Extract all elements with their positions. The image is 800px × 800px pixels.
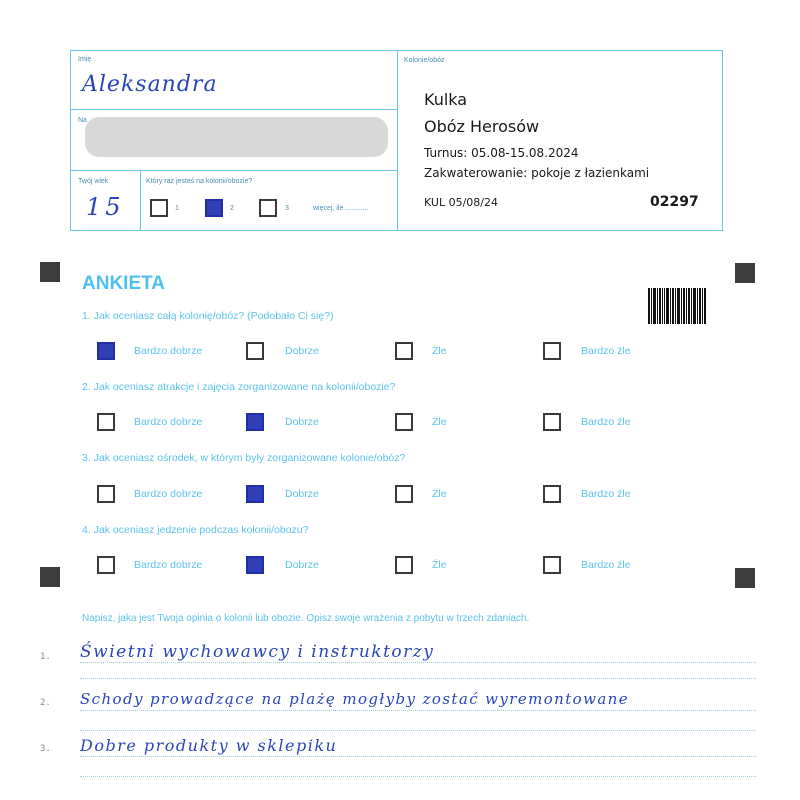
q4-bad-checkbox[interactable] [395,556,413,574]
q2-very-good-checkbox[interactable] [97,413,115,431]
q1-bad-label: Źle [432,345,447,357]
q4-good-label: Dobrze [285,559,319,571]
turnus: Turnus: 05.08-15.08.2024 [424,146,579,160]
answer-2-number: 2. [40,698,51,708]
q2-bad-label: Źle [432,416,447,428]
q3-bad-label: Źle [432,488,447,500]
q1-very-good-label: Bardzo dobrze [134,345,203,357]
redacted-surname [85,117,388,157]
surname-label: Na [78,117,87,124]
corner-marker-bl [40,567,60,587]
answer-2-line-2 [80,730,756,731]
q1-good-checkbox[interactable] [246,342,264,360]
age-label: Twój wiek [78,178,109,185]
times-option-2: 2 [230,205,234,212]
answer-3-number: 3. [40,744,51,754]
times-label: Który raz jesteś na kolonii/obozie? [146,178,253,185]
q1-bad-checkbox[interactable] [395,342,413,360]
corner-marker-tl [40,262,60,282]
question-2: 2. Jak oceniasz atrakcje i zajęcia zorganizowane na kolonii/obozie? [82,381,396,393]
answer-1-line [80,662,756,663]
question-4: 4. Jak oceniasz jedzenie podczas kolonii/obozu? [82,524,309,536]
answer-1-number: 1. [40,652,51,662]
row-divider-2 [70,170,398,171]
opinion-prompt: Napisz, jaka jest Twoja opinia o kolonii lub obozie. Opisz swoje wrażenia z pobytu w trzech zdaniach. [82,613,530,624]
answer-3-line-2 [80,776,756,777]
q4-bad-label: Źle [432,559,447,571]
q1-very-bad-label: Bardzo źle [581,345,631,357]
q2-very-bad-checkbox[interactable] [543,413,561,431]
times-checkbox-3[interactable] [259,199,277,217]
q4-very-bad-checkbox[interactable] [543,556,561,574]
name-label: Imię [78,56,92,63]
q2-very-good-label: Bardzo dobrze [134,416,203,428]
q2-good-label: Dobrze [285,416,319,428]
times-option-3: 3 [285,205,289,212]
age-value[interactable]: 15 [86,193,125,221]
corner-marker-tr [735,263,755,283]
camp-label: Kolonie/obóz [404,57,445,64]
q3-good-label: Dobrze [285,488,319,500]
times-checkbox-2[interactable] [205,199,223,217]
barcode [648,288,706,324]
question-3: 3. Jak oceniasz ośrodek, w którym były zorganizowane kolonie/obóz? [82,452,406,464]
q4-very-bad-label: Bardzo źle [581,559,631,571]
times-option-1: 1 [175,205,179,212]
times-option-more[interactable]: więcej, ile ............ [313,205,369,212]
accommodation: Zakwaterowanie: pokoje z łazienkami [424,166,650,180]
q3-very-bad-label: Bardzo źle [581,488,631,500]
q3-good-checkbox[interactable] [246,485,264,503]
q1-very-good-checkbox[interactable] [97,342,115,360]
answer-1-line-2 [80,678,756,679]
question-1: 1. Jak oceniasz całą kolonię/obóz? (Podobało Ci się?) [82,310,334,322]
q2-very-bad-label: Bardzo źle [581,416,631,428]
q4-very-good-checkbox[interactable] [97,556,115,574]
q2-good-checkbox[interactable] [246,413,264,431]
q3-very-good-label: Bardzo dobrze [134,488,203,500]
q3-very-good-checkbox[interactable] [97,485,115,503]
form-number: 02297 [650,194,699,210]
camp-name: Kulka [424,90,468,109]
answer-3-text[interactable]: Dobre produkty w sklepiku [80,736,338,755]
times-checkbox-1[interactable] [150,199,168,217]
answer-2-line [80,710,756,711]
q3-bad-checkbox[interactable] [395,485,413,503]
row-divider-1 [70,109,398,110]
camp-subtitle: Obóz Herosów [424,117,540,136]
q2-bad-checkbox[interactable] [395,413,413,431]
name-value[interactable]: Aleksandra [82,72,218,97]
q1-good-label: Dobrze [285,345,319,357]
q4-good-checkbox[interactable] [246,556,264,574]
age-divider [140,170,141,231]
answer-2-text[interactable]: Schody prowadzące na plażę mogłyby zostać wyremontowane [80,690,630,708]
survey-title: ANKIETA [82,273,166,294]
q3-very-bad-checkbox[interactable] [543,485,561,503]
corner-marker-br [735,568,755,588]
answer-1-text[interactable]: Świetni wychowawcy i instruktorzy [80,642,435,662]
q1-very-bad-checkbox[interactable] [543,342,561,360]
code: KUL 05/08/24 [424,196,498,209]
answer-3-line [80,756,756,757]
q4-very-good-label: Bardzo dobrze [134,559,203,571]
